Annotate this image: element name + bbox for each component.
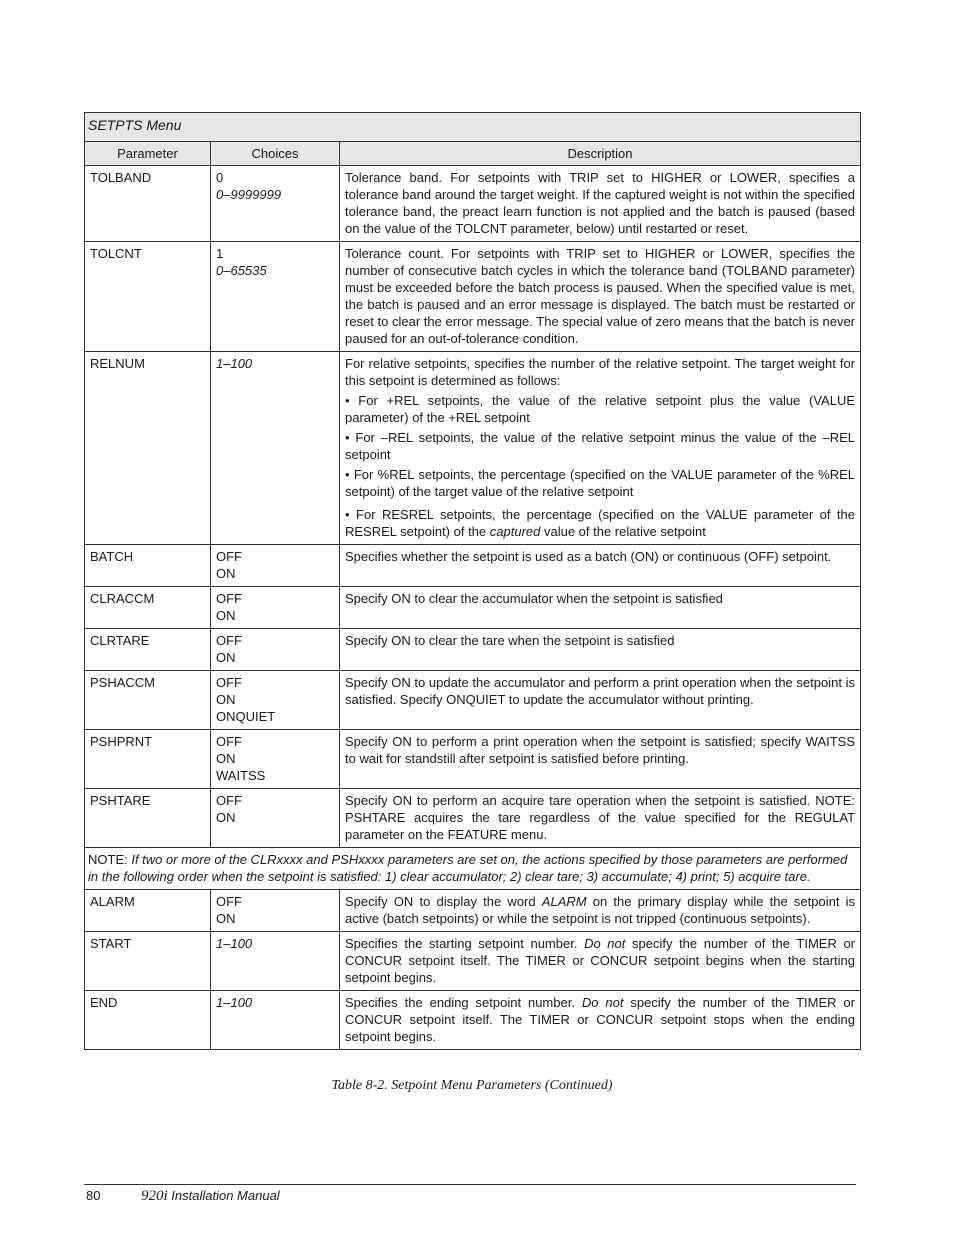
choice-item: OFF [216, 591, 242, 606]
table-row [85, 730, 861, 789]
note-row [85, 848, 861, 890]
manual-title: Installation Manual [167, 1188, 280, 1203]
choices-cell [211, 932, 340, 991]
param-cell: RELNUM [85, 352, 211, 545]
desc-bullet: • For –REL setpoints, the value of the relative setpoint minus the value of the –REL setpoint [345, 430, 856, 462]
choice-item: OFF [216, 549, 242, 564]
choice-item: OFF [216, 675, 242, 690]
desc-emphasis: Do not [581, 995, 624, 1010]
description-cell: Specifies whether the setpoint is used as a batch (ON) or continuous (OFF) setpoint. [340, 545, 861, 587]
description-cell [340, 352, 861, 545]
description-cell: Specify ON to update the accumulator and perform a print operation when the setpoint is satisfied. Specify ONQUIET to update the accumulator without printing. [340, 671, 861, 730]
description-cell [340, 932, 861, 991]
choices-cell [211, 629, 340, 671]
table-row [85, 587, 861, 629]
desc-emphasis: captured [489, 524, 541, 539]
menu-title-row [85, 113, 861, 142]
desc-text: on the primary display while the setpoint is active (batch setpoints) or while the setpoint is not tripped (continuous setpoints). [345, 894, 856, 926]
header-description: Description [340, 142, 861, 166]
choice-item: OFF [216, 633, 242, 648]
choice-item: ON [216, 810, 236, 825]
menu-title: SETPTS Menu [85, 113, 861, 142]
description-cell: Specify ON to perform a print operation when the setpoint is satisfied; specify WAITSS to wait for standstill after setpoint is satisfied before printing. [340, 730, 861, 789]
choice-item: ON [216, 650, 236, 665]
choice-default: 0 [216, 170, 224, 185]
choice-default: 1 [216, 246, 224, 261]
choices-cell [211, 671, 340, 730]
choices-cell [211, 545, 340, 587]
table-row [85, 242, 861, 352]
param-cell: PSHTARE [85, 789, 211, 848]
description-cell: Specify ON to clear the accumulator when the setpoint is satisfied [340, 587, 861, 629]
param-cell: PSHPRNT [85, 730, 211, 789]
desc-text: • For RESREL setpoints, the percentage (specified on the VALUE parameter of the RESREL setpoint) of the [345, 507, 856, 539]
param-cell: BATCH [85, 545, 211, 587]
description-cell: Tolerance band. For setpoints with TRIP set to HIGHER or LOWER, specifies a tolerance band around the target weight. If the captured weight is not within the specified tolerance band, the preact learn function is not applied and the batch is paused (based on the value of the TOLCNT parameter, below) until restarted or reset. [340, 166, 861, 242]
desc-emphasis: ALARM [541, 894, 587, 909]
param-cell: END [85, 991, 211, 1050]
table-row [85, 352, 861, 545]
desc-text: specify the number of the TIMER or CONCUR setpoint itself. The TIMER or CONCUR setpoint begins when the starting setpoint begins. [345, 936, 856, 985]
choice-item: ON [216, 566, 236, 581]
choice-range: 1–100 [216, 356, 253, 371]
choice-item: ON [216, 608, 236, 623]
desc-bullet [345, 506, 855, 540]
desc-text: value of the relative setpoint [540, 524, 706, 539]
desc-bullet: • For +REL setpoints, the value of the relative setpoint plus the value (VALUE parameter) of the +REL setpoint [345, 393, 856, 425]
choice-range: 0–9999999 [216, 187, 282, 202]
desc-text: Specifies the starting setpoint number. [345, 936, 585, 951]
description-cell: Tolerance count. For setpoints with TRIP set to HIGHER or LOWER, specifies the number of consecutive batch cycles in which the tolerance band (TOLBAND parameter) must be exceeded before the batch process is paused. When the specified value is met, the batch is paused and an error message is displayed. The batch must be restarted or reset to clear the error message. The special value of zero means that the batch is never paused for an out-of-tolerance condition. [340, 242, 861, 352]
choice-item: OFF [216, 793, 242, 808]
note-cell [85, 848, 861, 890]
desc-intro: For relative setpoints, specifies the number of the relative setpoint. The target weight for this setpoint is determined as follows: [345, 356, 856, 388]
desc-text: specify the number of the TIMER or CONCUR setpoint itself. The TIMER or CONCUR setpoint stops when the ending setpoint begins. [345, 995, 856, 1044]
choice-item: ON [216, 692, 236, 707]
header-parameter: Parameter [85, 142, 211, 166]
footer-divider [84, 1184, 856, 1185]
header-choices: Choices [211, 142, 340, 166]
table-caption: Table 8-2. Setpoint Menu Parameters (Continued) [331, 1078, 613, 1093]
description-cell [340, 890, 861, 932]
description-cell: Specify ON to perform an acquire tare operation when the setpoint is satisfied. NOTE: PSHTARE acquires the tare regardless of the value specified for the REGULAT parameter on the FEATURE menu. [340, 789, 861, 848]
choice-item: WAITSS [216, 768, 266, 783]
desc-bullet: • For %REL setpoints, the percentage (specified on the VALUE parameter of the %REL setpoint) of the target value of the relative setpoint [345, 467, 856, 499]
table-row [85, 629, 861, 671]
choices-cell [211, 242, 340, 352]
table-row [85, 991, 861, 1050]
note-text: If two or more of the CLRxxxx and PSHxxxx parameters are set on, the actions specified by those parameters are performed in the following order when the setpoint is satisfied: 1) clear accumulator; 2) clear tare; 3) accumulate; 4) print; 5) acquire tare. [88, 852, 848, 884]
param-cell: CLRTARE [85, 629, 211, 671]
page-number: 80 [86, 1188, 101, 1203]
table-row [85, 545, 861, 587]
choice-item: ON [216, 911, 236, 926]
param-cell: CLRACCM [85, 587, 211, 629]
choice-item: OFF [216, 894, 242, 909]
description-cell [340, 991, 861, 1050]
choice-item: ONQUIET [216, 709, 276, 724]
choices-cell [211, 730, 340, 789]
choice-item: ON [216, 751, 236, 766]
param-cell: PSHACCM [85, 671, 211, 730]
product-model: 920i [141, 1188, 168, 1204]
choices-cell [211, 890, 340, 932]
desc-emphasis: Do not [584, 936, 626, 951]
choice-range: 0–65535 [216, 263, 267, 278]
desc-text: Specifies the ending setpoint number. [345, 995, 582, 1010]
header-row [85, 142, 861, 166]
table-row [85, 671, 861, 730]
choices-cell [211, 789, 340, 848]
setpts-menu-table [84, 112, 861, 1050]
choice-item: OFF [216, 734, 242, 749]
choices-cell [211, 587, 340, 629]
choice-range: 1–100 [216, 936, 253, 951]
param-cell: TOLCNT [85, 242, 211, 352]
table-row [85, 789, 861, 848]
param-cell: TOLBAND [85, 166, 211, 242]
desc-text: Specify ON to display the word [345, 894, 542, 909]
param-cell: START [85, 932, 211, 991]
table-row [85, 166, 861, 242]
description-cell: Specify ON to clear the tare when the setpoint is satisfied [340, 629, 861, 671]
choices-cell [211, 991, 340, 1050]
choice-range: 1–100 [216, 995, 253, 1010]
page-footer [86, 1188, 280, 1205]
table-row [85, 932, 861, 991]
param-cell: ALARM [85, 890, 211, 932]
choices-cell [211, 352, 340, 545]
note-label: NOTE: [88, 852, 132, 867]
table-row [85, 890, 861, 932]
choices-cell [211, 166, 340, 242]
